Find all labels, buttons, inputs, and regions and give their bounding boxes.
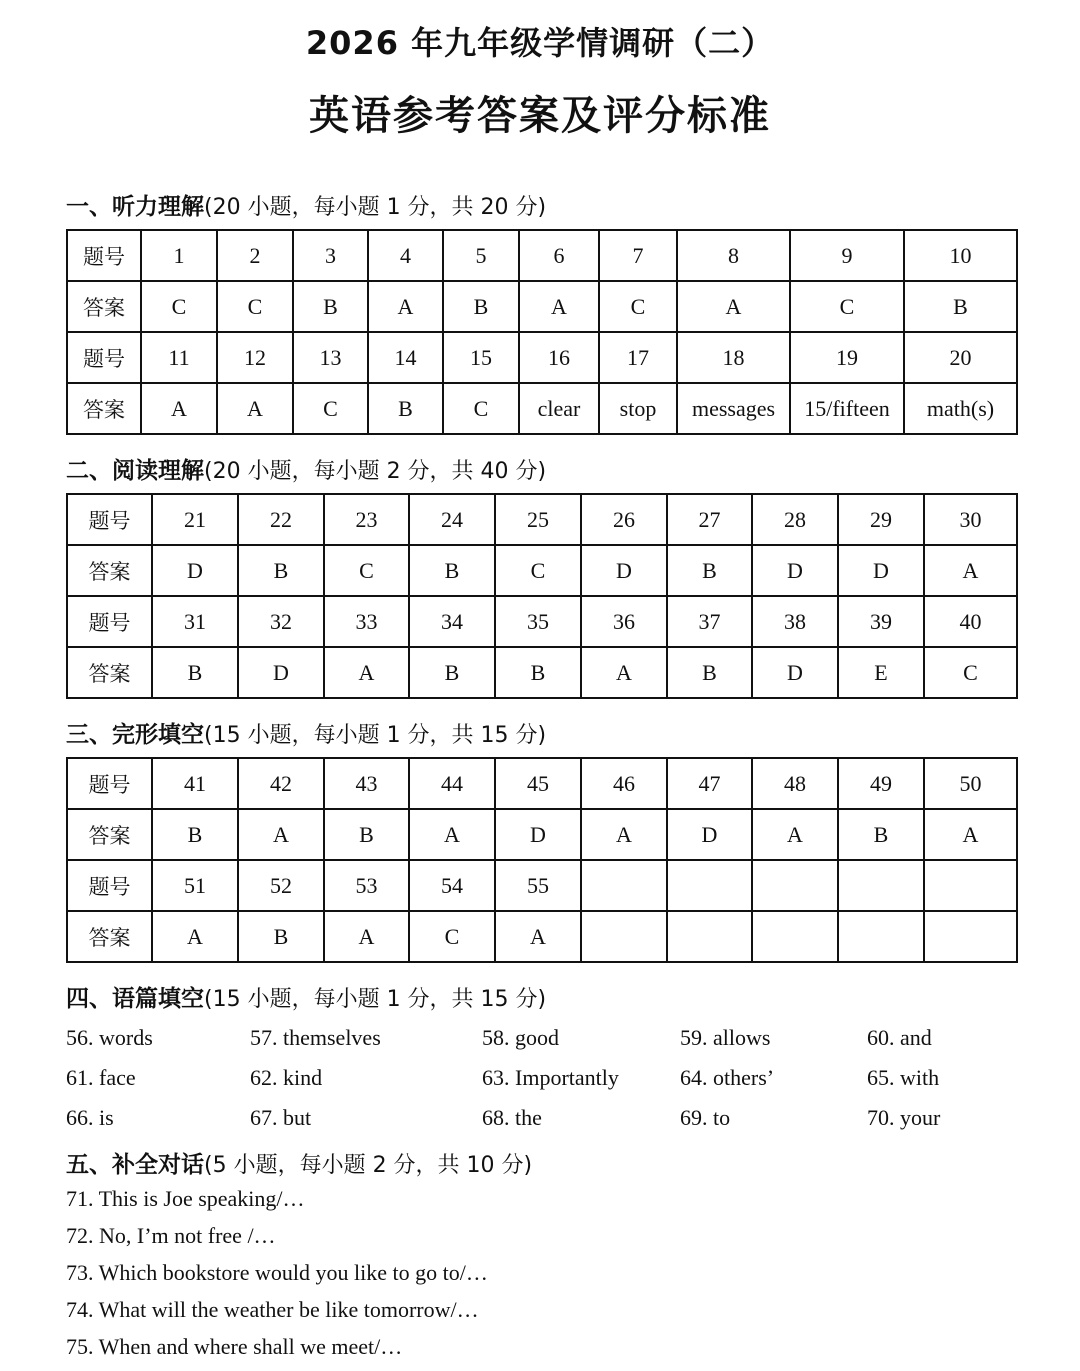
question-number-cell <box>752 860 838 911</box>
answer-key-cell: B <box>904 281 1017 332</box>
answer-key-cell: B <box>152 809 238 860</box>
document-subtitle: 英语参考答案及评分标准 <box>309 93 771 139</box>
answer-label-cell: 答案 <box>67 545 152 596</box>
question-number-cell: 17 <box>599 332 677 383</box>
answer-key-cell: B <box>667 647 752 698</box>
answer-item: 61. face <box>66 1065 136 1090</box>
answer-key-cell: C <box>495 545 581 596</box>
answer-key-cell: A <box>581 809 667 860</box>
question-number-cell: 33 <box>324 596 409 647</box>
answer-key-cell: B <box>324 809 409 860</box>
answer-key-cell: messages <box>677 383 790 434</box>
answer-row <box>66 1065 1016 1105</box>
answer-key-cell: 15/fifteen <box>790 383 904 434</box>
answer-key-cell: B <box>409 647 495 698</box>
question-label-cell: 题号 <box>67 860 152 911</box>
answer-row <box>66 1105 1016 1145</box>
section-3-title: 三、完形填空 <box>66 722 204 748</box>
passage-fill-answers <box>66 1025 1016 1145</box>
answer-item: 70. your <box>867 1105 941 1130</box>
question-number-cell: 46 <box>581 758 667 809</box>
answer-key-cell: A <box>924 545 1017 596</box>
section-3-note: (15 小题，每小题 1 分，共 15 分) <box>204 723 547 748</box>
question-number-cell <box>581 860 667 911</box>
question-number-cell: 35 <box>495 596 581 647</box>
cloze-answer-table <box>66 757 1018 963</box>
listening-answer-table <box>66 229 1018 435</box>
question-number-cell: 14 <box>368 332 443 383</box>
answer-key-cell <box>838 911 924 962</box>
table-row <box>67 494 1017 545</box>
answer-item: 65. with <box>867 1065 940 1090</box>
answer-item: 59. allows <box>680 1025 771 1050</box>
answer-key-cell <box>752 911 838 962</box>
question-number-cell: 38 <box>752 596 838 647</box>
answer-key-cell: B <box>368 383 443 434</box>
answer-key-cell: B <box>409 545 495 596</box>
question-label-cell: 题号 <box>67 758 152 809</box>
question-number-cell: 1 <box>141 230 217 281</box>
question-number-cell: 11 <box>141 332 217 383</box>
answer-key-cell: B <box>495 647 581 698</box>
answer-item: 56. words <box>66 1025 153 1050</box>
answer-key-cell: D <box>752 647 838 698</box>
answer-key-cell: A <box>324 647 409 698</box>
question-number-cell: 47 <box>667 758 752 809</box>
section-1-heading <box>66 188 546 221</box>
question-number-cell: 13 <box>293 332 368 383</box>
answer-key-cell <box>667 911 752 962</box>
question-number-cell: 43 <box>324 758 409 809</box>
answer-key-cell: C <box>443 383 519 434</box>
dialogue-answer-item: 75. When and where shall we meet/… <box>66 1334 403 1359</box>
section-5-heading <box>66 1146 532 1179</box>
table-row <box>67 383 1017 434</box>
question-number-cell: 42 <box>238 758 324 809</box>
question-number-cell: 2 <box>217 230 293 281</box>
question-number-cell: 21 <box>152 494 238 545</box>
question-number-cell: 49 <box>838 758 924 809</box>
question-number-cell: 55 <box>495 860 581 911</box>
question-number-cell <box>667 860 752 911</box>
reading-answer-table <box>66 493 1018 699</box>
question-number-cell: 25 <box>495 494 581 545</box>
dialogue-answer-item: 71. This is Joe speaking/… <box>66 1186 305 1211</box>
section-2-heading <box>66 452 546 485</box>
answer-row <box>66 1025 1016 1065</box>
answer-label-cell: 答案 <box>67 281 141 332</box>
answer-key-cell: A <box>519 281 599 332</box>
answer-item: 67. but <box>250 1105 312 1130</box>
answer-label-cell: 答案 <box>67 383 141 434</box>
answer-key-cell: D <box>581 545 667 596</box>
question-label-cell: 题号 <box>67 332 141 383</box>
answer-label-cell: 答案 <box>67 809 152 860</box>
answer-key-cell: math(s) <box>904 383 1017 434</box>
section-2-title: 二、阅读理解 <box>66 458 204 484</box>
answer-item: 66. is <box>66 1105 114 1130</box>
answer-item: 62. kind <box>250 1065 323 1090</box>
question-number-cell: 31 <box>152 596 238 647</box>
answer-key-cell: C <box>217 281 293 332</box>
question-number-cell: 3 <box>293 230 368 281</box>
question-number-cell: 51 <box>152 860 238 911</box>
answer-key-cell: B <box>152 647 238 698</box>
section-2-note: (20 小题，每小题 2 分，共 40 分) <box>204 459 547 484</box>
question-number-cell: 19 <box>790 332 904 383</box>
answer-key-cell: C <box>141 281 217 332</box>
answer-key-cell: A <box>141 383 217 434</box>
answer-key-cell: C <box>599 281 677 332</box>
question-label-cell: 题号 <box>67 596 152 647</box>
answer-item: 57. themselves <box>250 1025 381 1050</box>
question-number-cell: 41 <box>152 758 238 809</box>
question-number-cell: 53 <box>324 860 409 911</box>
answer-key-cell: A <box>152 911 238 962</box>
question-number-cell: 37 <box>667 596 752 647</box>
answer-key-cell: A <box>217 383 293 434</box>
answer-key-cell: C <box>924 647 1017 698</box>
answer-key-cell: D <box>238 647 324 698</box>
answer-item: 63. Importantly <box>482 1065 619 1090</box>
question-number-cell: 8 <box>677 230 790 281</box>
question-number-cell: 50 <box>924 758 1017 809</box>
question-number-cell: 7 <box>599 230 677 281</box>
question-number-cell: 23 <box>324 494 409 545</box>
section-4-title: 四、语篇填空 <box>66 986 204 1012</box>
answer-key-cell <box>924 911 1017 962</box>
question-number-cell: 15 <box>443 332 519 383</box>
question-number-cell: 29 <box>838 494 924 545</box>
answer-item: 68. the <box>482 1105 542 1130</box>
answer-key-cell: A <box>677 281 790 332</box>
question-number-cell: 32 <box>238 596 324 647</box>
answer-item: 69. to <box>680 1105 731 1130</box>
answer-key-cell: A <box>409 809 495 860</box>
question-number-cell: 44 <box>409 758 495 809</box>
table-row <box>67 911 1017 962</box>
answer-key-cell: D <box>667 809 752 860</box>
question-number-cell: 52 <box>238 860 324 911</box>
question-number-cell: 4 <box>368 230 443 281</box>
dialogue-answer-item: 73. Which bookstore would you like to go to/… <box>66 1260 488 1285</box>
question-number-cell <box>924 860 1017 911</box>
document-title: 2026 年九年级学情调研（二） <box>305 24 775 62</box>
section-5-title: 五、补全对话 <box>66 1152 204 1178</box>
question-number-cell: 54 <box>409 860 495 911</box>
answer-key-cell: D <box>838 545 924 596</box>
question-number-cell: 16 <box>519 332 599 383</box>
section-3-heading <box>66 716 546 749</box>
question-number-cell: 20 <box>904 332 1017 383</box>
answer-key-cell: C <box>790 281 904 332</box>
table-row <box>67 809 1017 860</box>
question-number-cell: 12 <box>217 332 293 383</box>
answer-key-cell: A <box>581 647 667 698</box>
question-number-cell: 34 <box>409 596 495 647</box>
answer-label-cell: 答案 <box>67 911 152 962</box>
answer-key-cell: A <box>324 911 409 962</box>
question-number-cell: 27 <box>667 494 752 545</box>
answer-key-cell: C <box>324 545 409 596</box>
table-row <box>67 230 1017 281</box>
table-row <box>67 596 1017 647</box>
question-label-cell: 题号 <box>67 230 141 281</box>
answer-key-cell: E <box>838 647 924 698</box>
question-number-cell: 18 <box>677 332 790 383</box>
answer-key-cell: D <box>152 545 238 596</box>
question-number-cell: 36 <box>581 596 667 647</box>
answer-key-cell: A <box>238 809 324 860</box>
answer-key-cell: C <box>409 911 495 962</box>
question-number-cell: 45 <box>495 758 581 809</box>
question-number-cell: 5 <box>443 230 519 281</box>
answer-label-cell: 答案 <box>67 647 152 698</box>
question-number-cell: 28 <box>752 494 838 545</box>
question-number-cell: 39 <box>838 596 924 647</box>
question-number-cell: 26 <box>581 494 667 545</box>
table-row <box>67 332 1017 383</box>
answer-key-cell: A <box>924 809 1017 860</box>
answer-item: 60. and <box>867 1025 932 1050</box>
answer-key-cell: B <box>443 281 519 332</box>
section-4-note: (15 小题，每小题 1 分，共 15 分) <box>204 987 547 1012</box>
section-5-note: (5 小题，每小题 2 分，共 10 分) <box>204 1153 533 1178</box>
table-row <box>67 758 1017 809</box>
section-4-heading <box>66 980 546 1013</box>
answer-key-cell: B <box>667 545 752 596</box>
answer-key-cell: B <box>838 809 924 860</box>
answer-key-cell: D <box>495 809 581 860</box>
answer-item: 58. good <box>482 1025 559 1050</box>
answer-key-cell <box>581 911 667 962</box>
question-number-cell: 22 <box>238 494 324 545</box>
question-number-cell: 40 <box>924 596 1017 647</box>
table-row <box>67 281 1017 332</box>
question-number-cell: 6 <box>519 230 599 281</box>
answer-key-cell: stop <box>599 383 677 434</box>
answer-key-cell: B <box>293 281 368 332</box>
answer-key-cell: A <box>752 809 838 860</box>
dialogue-answers <box>66 1186 488 1371</box>
question-number-cell: 24 <box>409 494 495 545</box>
question-number-cell: 30 <box>924 494 1017 545</box>
question-number-cell: 10 <box>904 230 1017 281</box>
answer-key-cell: B <box>238 911 324 962</box>
dialogue-answer-item: 72. No, I’m not free /… <box>66 1223 276 1248</box>
answer-key-cell: B <box>238 545 324 596</box>
question-label-cell: 题号 <box>67 494 152 545</box>
question-number-cell: 48 <box>752 758 838 809</box>
question-number-cell <box>838 860 924 911</box>
answer-key-cell: A <box>495 911 581 962</box>
table-row <box>67 860 1017 911</box>
answer-key-cell: D <box>752 545 838 596</box>
table-row <box>67 647 1017 698</box>
section-1-title: 一、听力理解 <box>66 194 204 220</box>
answer-item: 64. others’ <box>680 1065 775 1090</box>
table-row <box>67 545 1017 596</box>
answer-key-cell: C <box>293 383 368 434</box>
answer-key-cell: A <box>368 281 443 332</box>
question-number-cell: 9 <box>790 230 904 281</box>
answer-key-cell: clear <box>519 383 599 434</box>
dialogue-answer-item: 74. What will the weather be like tomorrow/… <box>66 1297 479 1322</box>
section-1-note: (20 小题，每小题 1 分，共 20 分) <box>204 195 547 220</box>
